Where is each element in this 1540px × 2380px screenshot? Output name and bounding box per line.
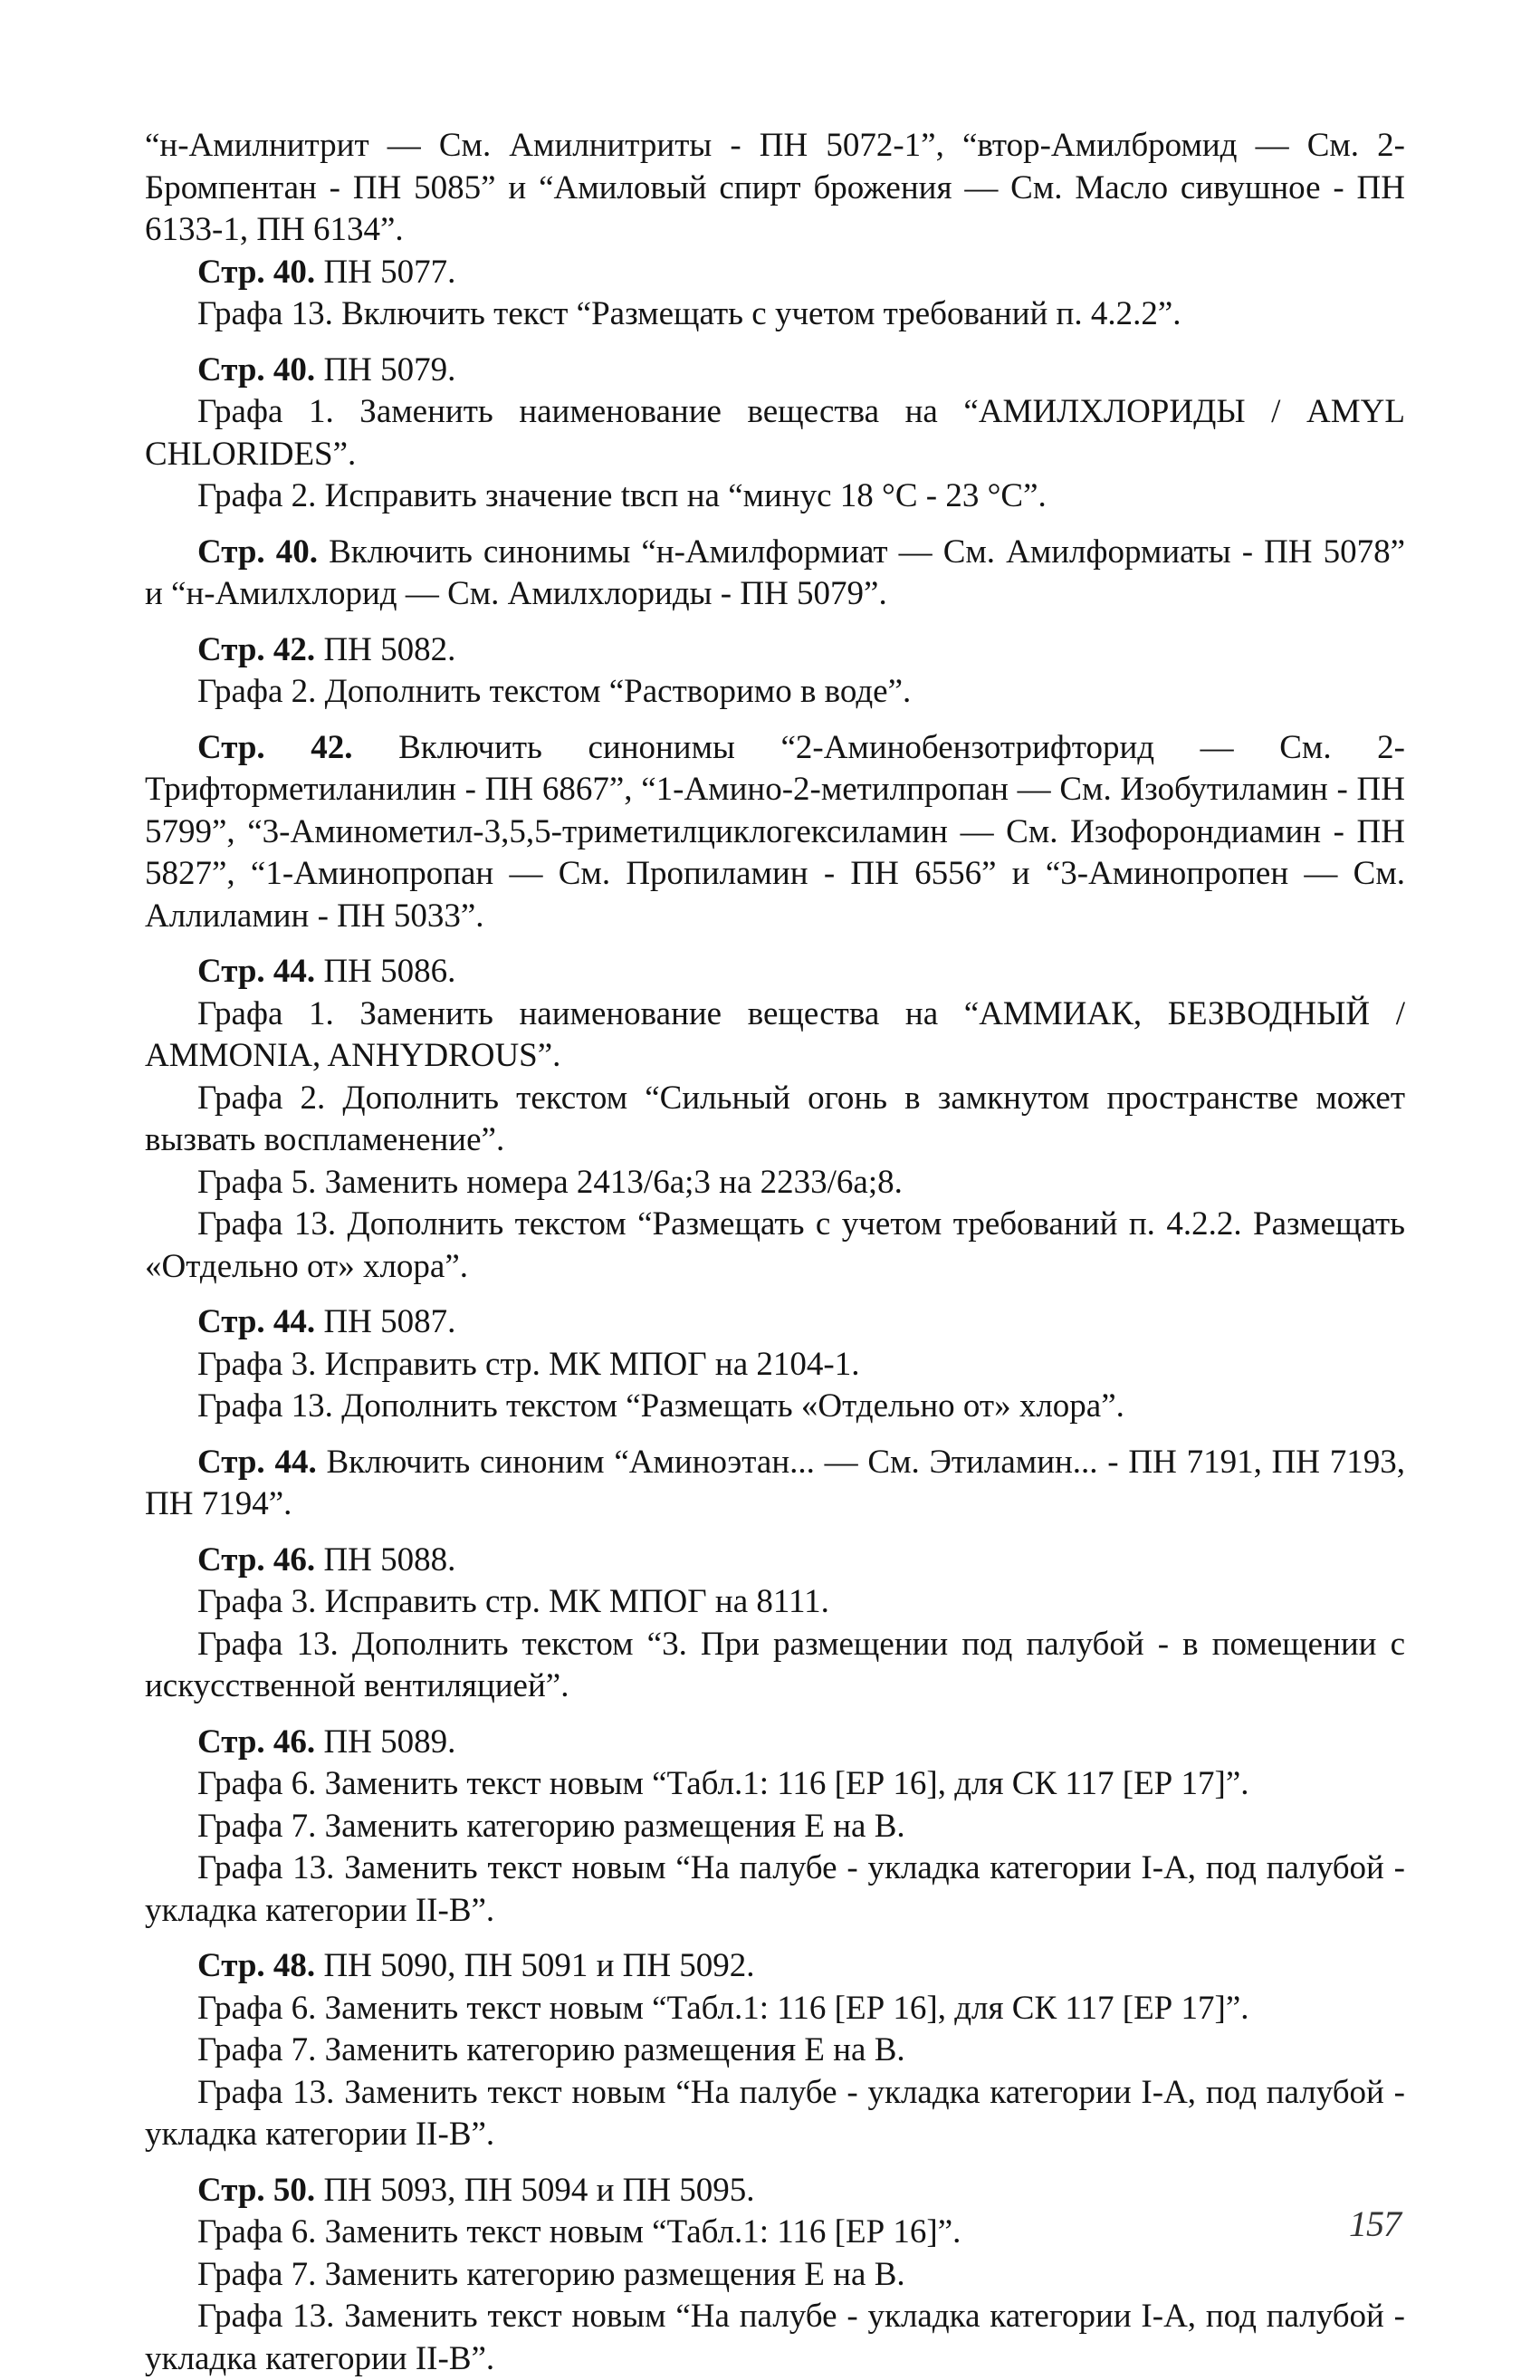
entry-text: ПН 5077. [323,254,455,291]
entry-text: Графа 6. Заменить текст новым “Табл.1: 116 [ЕР 16]”. [197,2213,961,2250]
correction-entry [145,727,1405,938]
entry-text: Графа 1. Заменить наименование вещества на “АММИАК, БЕЗВОДНЫЙ / AMMONIA, ANHYDROUS”. [145,995,1405,1075]
entry-text: Графа 5. Заменить номера 2413/6а;3 на 2233/6а;8. [197,1164,903,1201]
entry-text: ПН 5093, ПН 5094 и ПН 5095. [323,2172,754,2209]
entry-line [145,1988,1405,2030]
page-reference-label: Стр. 40. [197,533,318,571]
correction-entry [145,1540,1405,1708]
correction-entry [145,252,1405,336]
entry-line [145,1763,1405,1806]
entry-text: Графа 3. Исправить стр. МК МПОГ на 2104-1. [197,1346,859,1383]
entry-text: ПН 5087. [323,1303,455,1340]
entry-line [145,2212,1405,2254]
page-reference-label: Стр. 40. [197,351,315,389]
entry-line [145,2072,1405,2156]
entry-first-line [145,1301,1405,1344]
entry-text: ПН 5086. [323,953,455,990]
entry-text: Графа 2. Дополнить текстом “Сильный огонь в замкнутом пространстве может вызвать воспламенение”. [145,1080,1405,1159]
entry-first-line [145,252,1405,294]
entry-line [145,1344,1405,1387]
entry-first-line [145,350,1405,392]
entry-line [145,475,1405,518]
intro-paragraph: “н-Амилнитрит — См. Амилнитриты - ПН 5072-1”, “втор-Амилбромид — См. 2-Бромпентан - ПН 5085” и “Амиловый спирт брожения — См. Масло сивушное - ПН 6133-1, ПН 6134”. [145,125,1405,252]
page-reference-label: Стр. 46. [197,1723,315,1761]
entry-line [145,1204,1405,1288]
entry-first-line [145,1540,1405,1582]
correction-entry [145,1722,1405,1933]
entry-first-line [145,1442,1405,1526]
entry-text: Графа 7. Заменить категорию размещения Е на В. [197,1808,905,1845]
entry-line [145,1806,1405,1848]
entry-first-line [145,629,1405,672]
entry-text: Графа 6. Заменить текст новым “Табл.1: 116 [ЕР 16], для СК 117 [ЕР 17]”. [197,1990,1249,2027]
entry-line [145,2030,1405,2072]
entry-text: Включить синонимы “н-Амилформиат — См. Амилформиаты - ПН 5078” и “н-Амилхлорид — См. Амилхлориды - ПН 5079”. [145,533,1405,613]
page-reference-label: Стр. 48. [197,1947,315,1984]
entry-line [145,1581,1405,1624]
entry-text: ПН 5088. [323,1541,455,1579]
entry-line [145,1847,1405,1932]
correction-entry [145,2170,1405,2380]
entry-first-line [145,1945,1405,1988]
entry-line [145,671,1405,714]
correction-entry [145,1945,1405,2156]
entry-line [145,1162,1405,1204]
correction-entry [145,629,1405,714]
entry-text: Графа 13. Заменить текст новым “На палубе - укладка категории I-А, под палубой - укладка категории II-В”. [145,2298,1405,2377]
document-page [145,125,1405,2380]
entry-line [145,1078,1405,1162]
page-reference-label: Стр. 44. [197,1444,317,1481]
entry-text: Графа 7. Заменить категорию размещения Е на В. [197,2031,905,2068]
entry-text: Графа 7. Заменить категорию размещения Е на В. [197,2256,905,2293]
entry-text: Графа 13. Заменить текст новым “На палубе - укладка категории I-А, под палубой - укладка категории II-В”. [145,1849,1405,1929]
entry-line [145,1624,1405,1708]
entry-text: Графа 13. Включить текст “Размещать с учетом требований п. 4.2.2”. [197,295,1181,332]
entry-text: Графа 2. Исправить значение tвсп на “минус 18 °C - 23 °C”. [197,477,1047,514]
entry-text: Включить синоним “Аминоэтан... — См. Этиламин... - ПН 7191, ПН 7193, ПН 7194”. [145,1444,1405,1523]
entry-first-line [145,532,1405,616]
entry-text: Графа 13. Дополнить текстом “Размещать с учетом требований п. 4.2.2. Размещать «Отдельно от» хлора”. [145,1205,1405,1285]
entry-text: Графа 2. Дополнить текстом “Растворимо в воде”. [197,673,911,710]
entry-text: ПН 5079. [323,351,455,389]
page-number: 157 [1349,2202,1401,2245]
entry-text: Включить синонимы “2-Аминобензотрифторид — См. 2-Трифторметиланилин - ПН 6867”, “1-Амино-2-метилпропан — См. Изобутиламин - ПН 5799”, “3-Аминометил-3,5,5-триметилциклогексиламин — См. Изофорондиамин - ПН 5827”, “1-Аминопропан — См. Пропиламин - ПН 6556” и “3-Аминопропен — См. Аллиламин - ПН 5033”. [145,729,1405,935]
entry-line [145,2254,1405,2297]
correction-entry [145,951,1405,1288]
entry-text: ПН 5090, ПН 5091 и ПН 5092. [323,1947,754,1984]
entry-text: Графа 6. Заменить текст новым “Табл.1: 116 [ЕР 16], для СК 117 [ЕР 17]”. [197,1765,1249,1802]
entry-text: ПН 5089. [323,1723,455,1761]
entry-text: Графа 13. Дополнить текстом “Размещать «Отдельно от» хлора”. [197,1387,1124,1425]
entry-line [145,993,1405,1078]
entry-first-line [145,1722,1405,1764]
correction-entry [145,532,1405,616]
entry-text: Графа 13. Дополнить текстом “3. При размещении под палубой - в помещении с искусственной вентиляцией”. [145,1626,1405,1705]
page-reference-label: Стр. 44. [197,1303,315,1340]
entry-first-line [145,2170,1405,2212]
entry-line [145,391,1405,475]
entry-text: Графа 13. Заменить текст новым “На палубе - укладка категории I-А, под палубой - укладка категории II-В”. [145,2074,1405,2154]
entry-line [145,293,1405,336]
correction-entry [145,350,1405,518]
entry-text: Графа 3. Исправить стр. МК МПОГ на 8111. [197,1583,829,1620]
page-reference-label: Стр. 44. [197,953,315,990]
page-reference-label: Стр. 42. [197,729,353,766]
page-reference-label: Стр. 40. [197,254,315,291]
entry-first-line [145,727,1405,938]
entry-line [145,2296,1405,2380]
entries-list [145,252,1405,2380]
entry-first-line [145,951,1405,993]
page-reference-label: Стр. 50. [197,2172,315,2209]
page-reference-label: Стр. 46. [197,1541,315,1579]
correction-entry [145,1301,1405,1428]
correction-entry [145,1442,1405,1526]
entry-text: ПН 5082. [323,631,455,668]
page-reference-label: Стр. 42. [197,631,315,668]
entry-line [145,1386,1405,1428]
entry-text: Графа 1. Заменить наименование вещества на “АМИЛХЛОРИДЫ / AMYL CHLORIDES”. [145,393,1405,473]
